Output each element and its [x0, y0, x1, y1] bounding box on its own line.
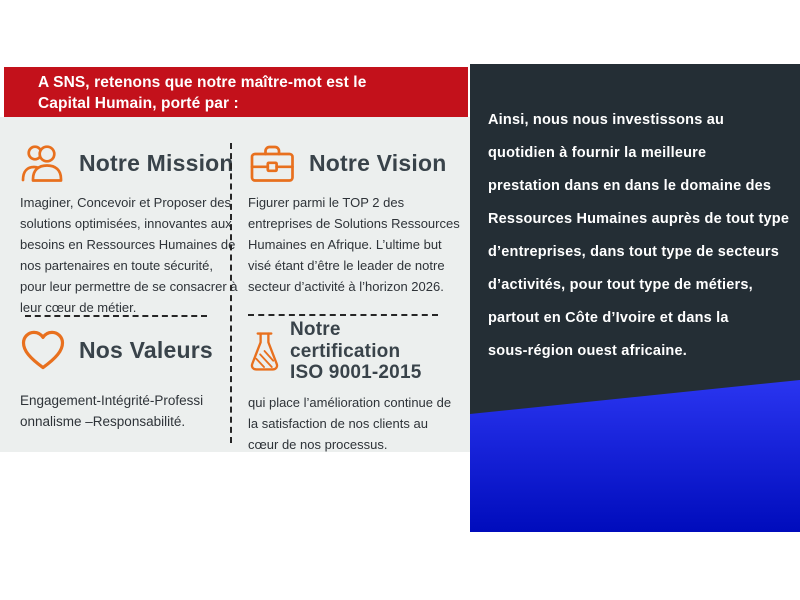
header-line2: Capital Humain, porté par : [38, 95, 239, 112]
right-panel-line: prestation dans en dans le domaine des [488, 178, 772, 194]
heart-icon [20, 329, 66, 372]
valeurs-body-line2: onnalisme –Responsabilité. [20, 414, 186, 429]
section-valeurs [20, 329, 240, 432]
certification-title [290, 319, 454, 384]
valeurs-body [20, 390, 240, 432]
horizontal-dashed-divider-left [25, 315, 207, 317]
right-panel-line: d’activités, pour tout type de métiers, [488, 277, 753, 293]
vision-body: Figurer parmi le TOP 2 des entreprises de Solutions Ressources Humaines en Afrique. L’ultime but visé étant d’être le leader de notre secteur d’activité à l’horizon 2026. [248, 195, 460, 294]
certification-title-line1: Notre certification [290, 319, 401, 362]
users-icon [20, 143, 66, 183]
certification-body: qui place l’amélioration continue de la satisfaction de nos clients au cœur de nos processus. [248, 394, 452, 452]
section-mission [20, 143, 238, 318]
right-panel-text [488, 104, 792, 368]
right-panel-line: Ressources Humaines auprès de tout type [488, 211, 790, 227]
vision-title: Notre Vision [309, 149, 447, 176]
flask-icon [248, 331, 281, 372]
valeurs-body-line1: Engagement-Intégrité-Professi [20, 393, 204, 408]
right-panel-line: sous-région ouest africaine. [488, 343, 687, 359]
blue-diagonal-shape [470, 380, 800, 532]
briefcase-icon [248, 143, 296, 183]
horizontal-dashed-divider-right [248, 314, 438, 316]
header-line1: A SNS, retenons que notre maître-mot est le [38, 74, 367, 91]
right-panel-line: partout en Côte d’Ivoire et dans la [488, 310, 729, 326]
section-certification [248, 319, 454, 455]
right-panel-line: Ainsi, nous nous investissons au [488, 112, 725, 128]
left-panel [0, 117, 470, 452]
right-panel [470, 64, 800, 532]
right-panel-line: quotidien à fournir la meilleure [488, 145, 707, 161]
section-vision [248, 143, 466, 297]
mission-title: Notre Mission [79, 149, 234, 176]
right-panel-line: d’entreprises, dans tout type de secteurs [488, 244, 780, 260]
header-banner [4, 67, 468, 117]
valeurs-title: Nos Valeurs [79, 337, 213, 363]
certification-title-line2: ISO 9001-2015 [290, 362, 422, 383]
mission-body: Imaginer, Concevoir et Proposer des solutions optimisées, innovantes aux besoins en Ressources Humaines de nos partenaires en toute sécurité, pour leur permettre de se consacrer à leur cœur de métier. [20, 195, 238, 315]
